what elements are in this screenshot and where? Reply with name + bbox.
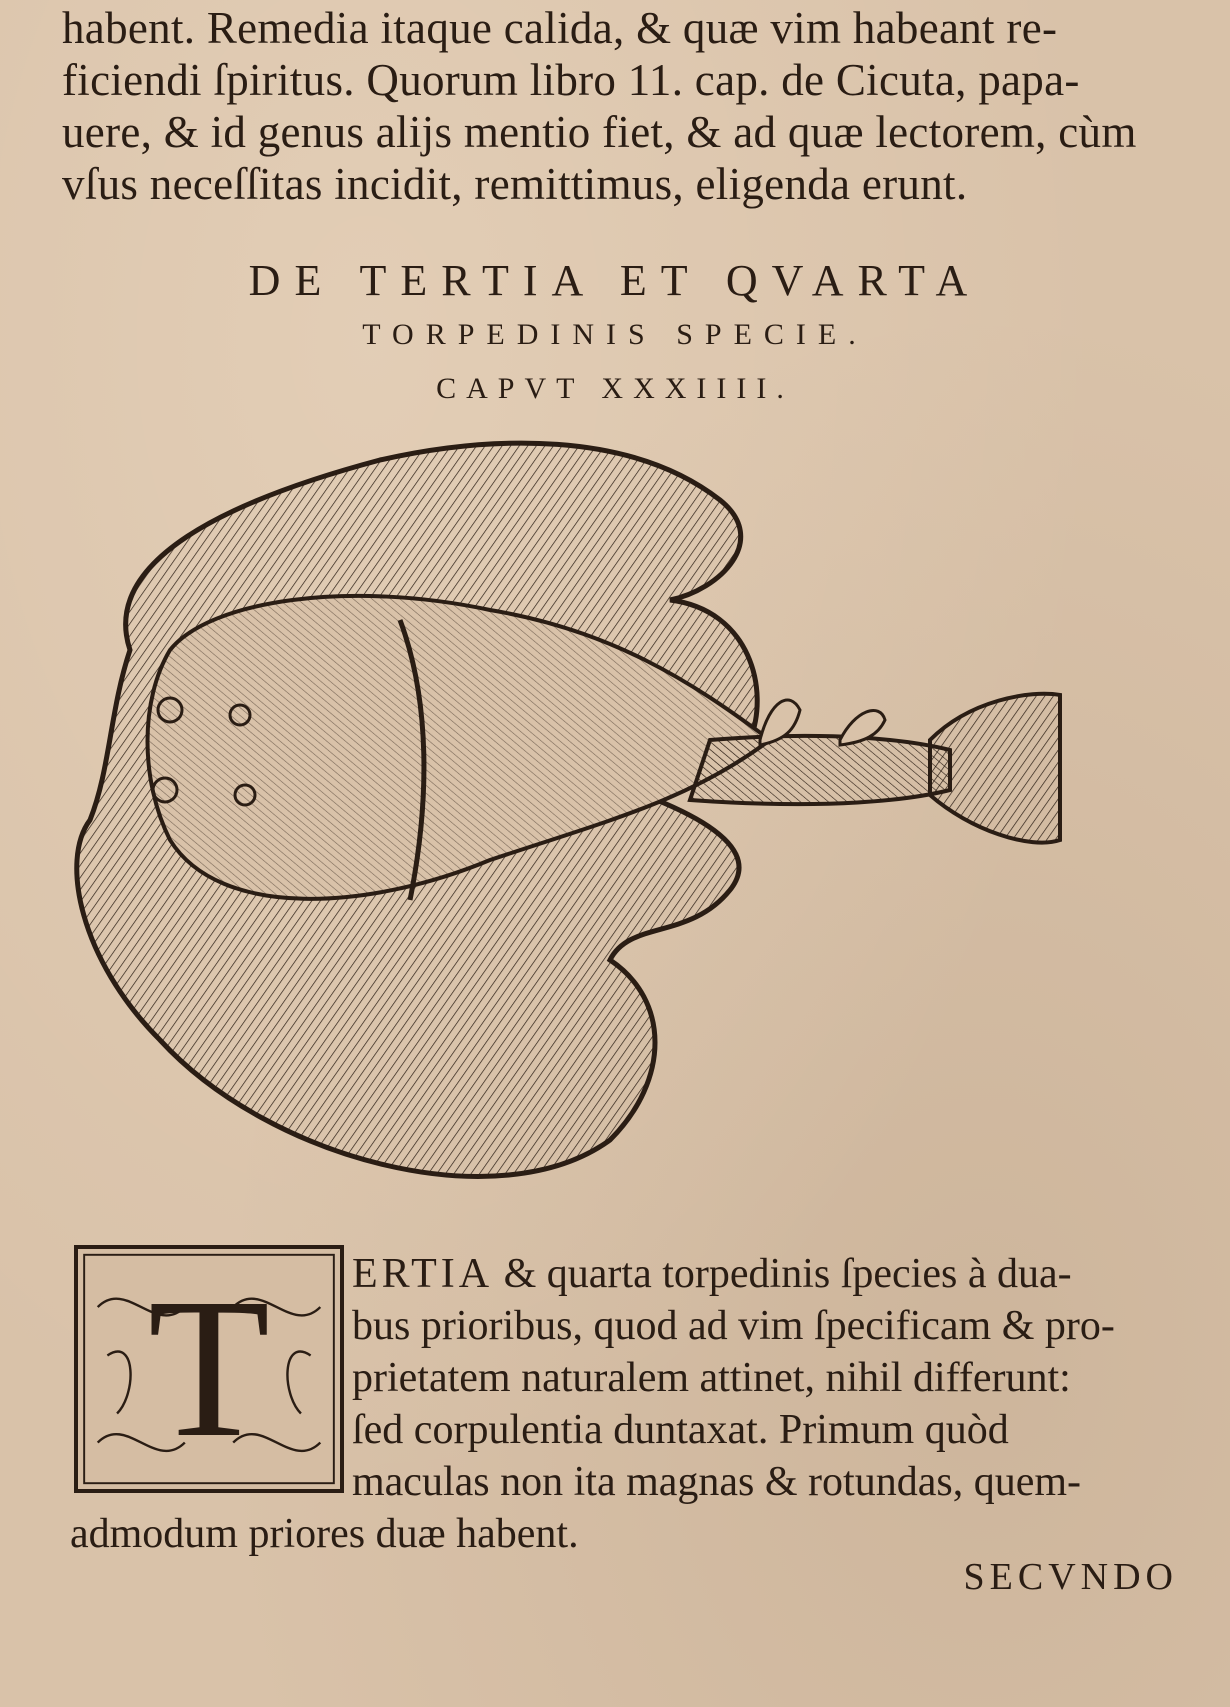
text-line: ficiendi ſpiritus. Quorum libro 11. cap. de Cicuta, papa-	[62, 55, 1080, 105]
catchword: SECVNDO	[963, 1556, 1178, 1598]
torpedo-fish-woodcut	[70, 440, 1160, 1200]
chapter-subheading: TORPEDINIS SPECIE.	[362, 318, 868, 351]
text-line: vſus neceſſitas incidit, remittimus, eligenda erunt.	[62, 159, 968, 209]
body-first-word: ERTIA	[352, 1251, 494, 1297]
body-line: maculas non ita magnas & rotundas, quem-	[352, 1459, 1081, 1505]
text-line: uere, & id genus alijs mentio fiet, & ad quæ lectorem, cùm	[62, 107, 1137, 157]
initial-letter: T	[147, 1258, 271, 1479]
chapter-number: CAPVT XXXIIII.	[436, 372, 794, 405]
body-line: ſed corpulentia duntaxat. Primum quòd	[352, 1407, 1009, 1453]
body-line: prietatem naturalem attinet, nihil differunt:	[352, 1355, 1071, 1401]
body-line: admodum priores duæ habent.	[70, 1511, 579, 1557]
chapter-heading: DE TERTIA ET QVARTA	[248, 256, 982, 305]
decorated-initial	[74, 1245, 344, 1493]
body-line: bus prioribus, quod ad vim ſpecificam & pro-	[352, 1303, 1115, 1349]
body-line: ERTIA & quarta torpedinis ſpecies à dua-	[352, 1251, 1072, 1297]
text-line: habent. Remedia itaque calida, & quæ vim habeant re-	[62, 3, 1058, 53]
